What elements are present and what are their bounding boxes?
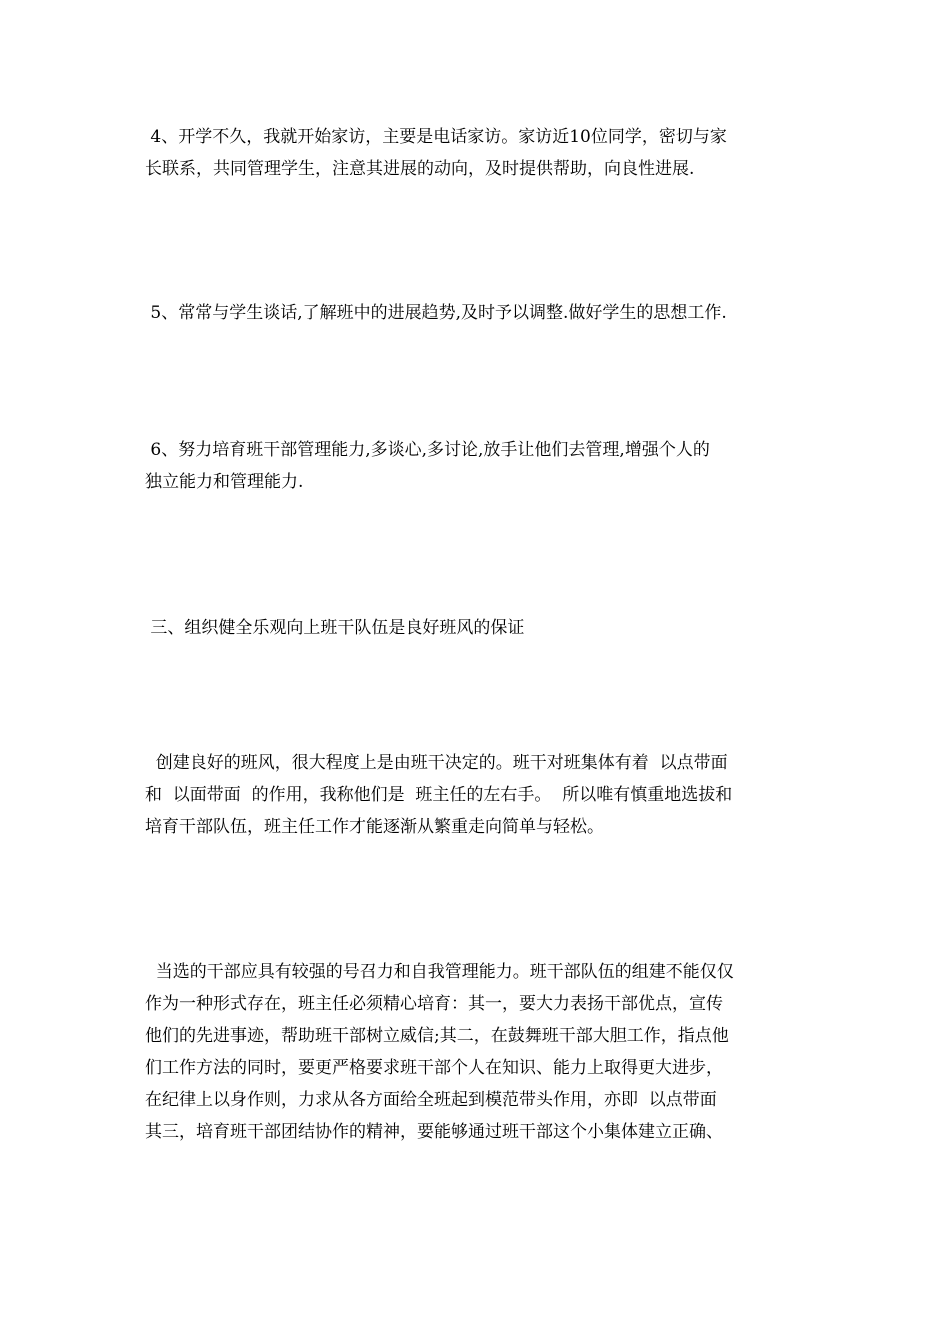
text-line: 创建良好的班风，很大程度上是由班干决定的。班干对班集体有着 以点带面 bbox=[145, 753, 728, 773]
text-line: 独立能力和管理能力. bbox=[145, 472, 304, 492]
paragraph-home-visits bbox=[145, 121, 820, 185]
text-line: 他们的先进事迹，帮助班干部树立威信;其二，在鼓舞班干部大胆工作，指点他 bbox=[145, 1026, 729, 1046]
text-line: 当选的干部应具有较强的号召力和自我管理能力。班干部队伍的组建不能仅仅 bbox=[145, 962, 734, 982]
text-line: 5、常常与学生谈话,了解班中的进展趋势,及时予以调整.做好学生的思想工作. bbox=[145, 303, 727, 323]
paragraph-cadre-requirements bbox=[145, 956, 820, 1148]
text-line: 培育干部队伍，班主任工作才能逐渐从繁重走向简单与轻松。 bbox=[145, 817, 604, 837]
text-line: 6、努力培育班干部管理能力,多谈心,多讨论,放手让他们去管理,增强个人的 bbox=[145, 440, 710, 460]
paragraph-class-atmosphere bbox=[145, 747, 820, 843]
text-line: 们工作方法的同时，要更严格要求班干部个人在知识、能力上取得更大进步， bbox=[145, 1058, 723, 1078]
text-line: 长联系，共同管理学生，注意其进展的动向，及时提供帮助，向良性进展. bbox=[145, 159, 695, 179]
text-line: 在纪律上以身作则，力求从各方面给全班起到模范带头作用，亦即 以点带面 bbox=[145, 1090, 717, 1110]
paragraph-cadre-training bbox=[145, 434, 820, 498]
heading-text: 三、组织健全乐观向上班干队伍是良好班风的保证 bbox=[145, 618, 525, 638]
paragraph-student-talks bbox=[145, 297, 820, 329]
text-line: 和 以面带面 的作用，我称他们是 班主任的左右手。 所以唯有慎重地选拔和 bbox=[145, 785, 733, 805]
text-line: 4、开学不久，我就开始家访，主要是电话家访。家访近10位同学，密切与家 bbox=[145, 127, 727, 147]
section-heading bbox=[145, 612, 820, 644]
text-line: 作为一种形式存在，班主任必须精心培育：其一，要大力表扬干部优点，宣传 bbox=[145, 994, 723, 1014]
text-line: 其三，培育班干部团结协作的精神，要能够通过班干部这个小集体建立正确、 bbox=[145, 1122, 723, 1142]
